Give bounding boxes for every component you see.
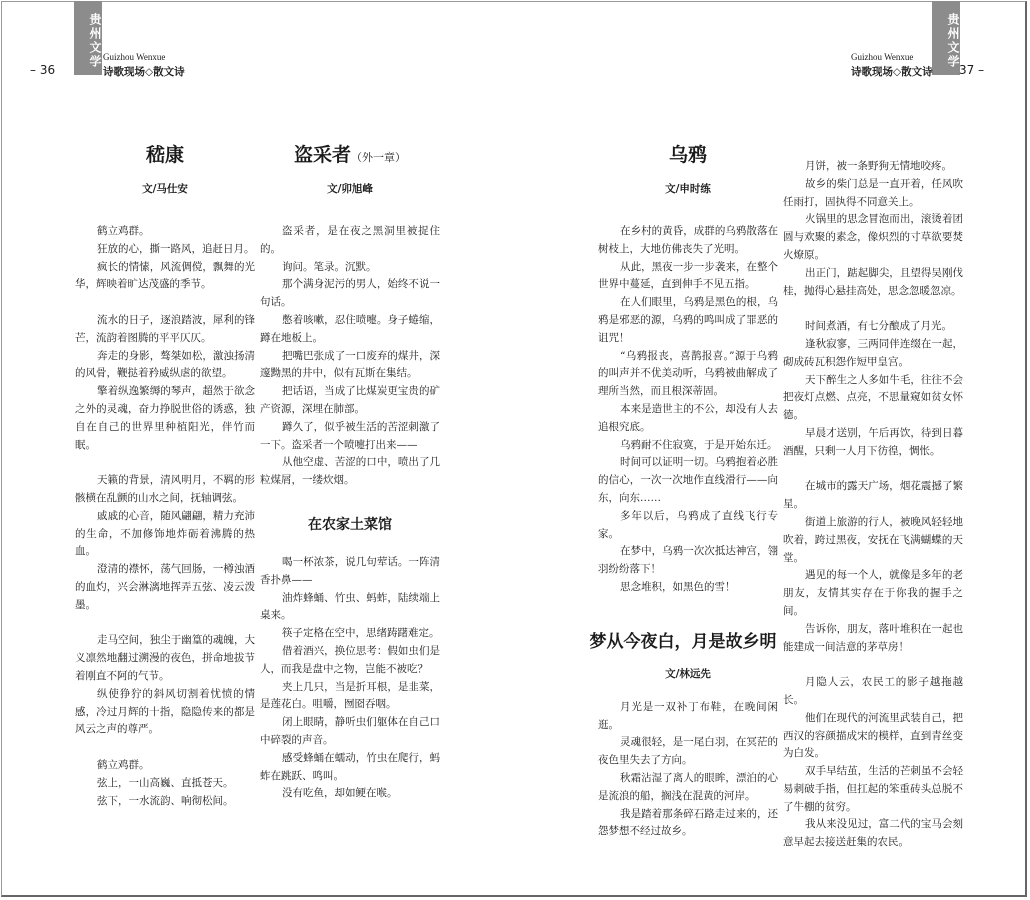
- paragraph: 喝一杯浓茶，说几句荤话。一阵清香扑鼻——: [260, 555, 440, 586]
- stanza-break: [75, 615, 255, 633]
- paragraph: 从他空虚、苦涩的口中，喷出了几粒煤屑，一缕炊烟。: [260, 456, 440, 487]
- paragraph: 鹤立鸡群。: [97, 758, 150, 771]
- right-page: [515, 2, 1028, 895]
- paragraph: 在梦中，乌鸦一次次抵达神宫，翎羽纷纷落下！: [598, 545, 778, 576]
- paragraph: “乌鸦报丧，喜鹊报喜。”源于乌鸦的叫声并不优美动听，乌鸦被曲解成了理所当然，而且根深蒂固。: [598, 349, 778, 398]
- paragraph: 告诉你，朋友，落叶堆积在一起也能建成一间洁意的茅草房！: [783, 622, 963, 653]
- poem-title: 乌鸦: [668, 144, 707, 166]
- paragraph: 月隐人云，农民工的影子越拖越长。: [783, 676, 963, 706]
- column-poem-daocaizhe: [260, 140, 440, 803]
- paragraph: 纵使狰狞的斜风切割着忧愤的情感，冷过月辉的十指，隐隐传来的都是风云之声的尊严。: [75, 687, 255, 736]
- paragraph: 从此，黑夜一步一步袭来，在整个世界中蔓延，直到伸手不见五指。: [598, 260, 778, 291]
- paragraph: 弦上，一山高巍、直抵苍天。: [97, 776, 234, 789]
- paragraph: 灵魂很轻，是一尾白羽，在冥茫的夜色里失去了方向。: [598, 736, 778, 767]
- paragraph: 在人们眼里，乌鸦是黑色的根，乌鸦是邪恶的源，乌鸦的鸣叫成了罪恶的诅咒！: [598, 296, 778, 344]
- poem-author: 文/申时练: [665, 183, 711, 195]
- paragraph: 天下醉生之人多如牛毛，往往不会把夜灯点燃、点亮，不思量窥如贫女怀德。: [783, 373, 963, 422]
- stanza-break: [75, 739, 255, 757]
- paragraph: 天籁的背景，清风明月，不羁的形骸横在乱颤的山水之间，抚轴调弦。: [75, 474, 255, 504]
- paragraph: 月光是一双补丁布鞋，在晚间闲逛。: [598, 700, 778, 731]
- paragraph: 故乡的柴门总是一直开着，任风吹任雨打，固执得不同意关上。: [783, 177, 963, 208]
- paragraph: 流水的日子，逐浪踏波，犀利的锋芒，流韵着图腾的平平仄仄。: [75, 313, 255, 344]
- poem-title-note: （外一章）: [351, 151, 406, 164]
- poem-body: [598, 223, 778, 597]
- paragraph: 思念堆积，如黑色的雪！: [620, 580, 736, 593]
- paragraph: 火锅里的思念冒泡而出，滚烫着团圆与欢聚的素念，像炽烈的寸草欲要焚火燎原。: [783, 213, 963, 261]
- paragraph: 盗采者，是在夜之黑洞里被捉住的。: [260, 225, 440, 255]
- journal-tab: 贵州文学: [74, 1, 102, 75]
- paragraph: 我是踏着那条碎石路走过来的，还怨梦想不经过故乡。: [598, 807, 778, 838]
- paragraph: 借着酒兴，换位思考：假如虫们是人，而我是盘中之物，岂能不被吃？: [260, 644, 440, 675]
- paragraph: 逢秋寂寥，三两同伴连缀在一起，砌成砖瓦积怨作短甲皇宫。: [783, 337, 963, 368]
- poem-title: [260, 140, 440, 167]
- section-label: 诗歌现场◇散文诗: [103, 66, 185, 78]
- paragraph: 没有吃鱼，却如鲠在喉。: [282, 787, 398, 800]
- publication-name: Guizhou Wenxue: [103, 52, 166, 62]
- paragraph: 疯长的情愫，风流倜傥，飘舞的光华，辉映着旷达茂盛的季节。: [75, 260, 255, 291]
- column-poem-jikang: [75, 140, 255, 810]
- paragraph: 多年以后，乌鸦成了直线飞行专家。: [598, 509, 778, 540]
- paragraph: 本来是造世主的不公，却没有人去追根究底。: [598, 402, 778, 433]
- left-page: [2, 2, 515, 895]
- page-number: 37 –: [959, 63, 985, 77]
- poem-body-continued: [783, 158, 963, 852]
- paragraph: 戚戚的心音，随风翩翩，精力充沛的生命，不加修饰地炸砺着沸腾的热血。: [75, 509, 255, 558]
- poem-body: [260, 223, 440, 490]
- paragraph: 走马空间，独尘于幽篁的魂魄，大义凛然地翻过溯漫的夜色，拼命地拔节着刚直不阿的气节。: [75, 634, 255, 682]
- paragraph: 秋霜沾湿了离人的眼眸，漂泊的心是流浪的船，搁浅在混黄的河岸。: [598, 771, 778, 802]
- paragraph: 他们在现代的河流里武装自己，把西汉的容颜描成宋的模样，直到青丝变为白发。: [783, 711, 963, 760]
- paragraph: 月饼，被一条野狗无情地咬疼。: [805, 160, 953, 172]
- paragraph: 询问。笔录。沉默。: [282, 260, 377, 273]
- stanza-break: [783, 461, 963, 479]
- paragraph: 感受蜂蛹在蠕动，竹虫在爬行，蚂蚱在跳跃、鸣叫。: [260, 751, 440, 782]
- paragraph: 早晨才送别，午后再饮，待到日暮酒醒，只剩一人月下彷徨，惆怅。: [783, 426, 963, 457]
- paragraph: 狂放的心，撕一路风，追赶日月。: [97, 242, 255, 255]
- poem-body: [260, 554, 440, 803]
- poem-author: 文/卯旭峰: [327, 183, 373, 195]
- poem-title: 梦从今夜白，月是故乡明: [589, 631, 777, 652]
- paragraph: 把嘴巴张成了一口废弃的煤井，深邃黝黑的井中，似有瓦斯在集结。: [260, 349, 440, 380]
- magazine-spread: [1, 1, 1027, 897]
- stanza-break: [783, 300, 963, 318]
- paragraph: 街道上旅游的行人，被晚风轻轻地吹着，跨过黑夜，安抚在飞满蝴蝶的天堂。: [783, 515, 963, 564]
- poem-author: 文/林远先: [665, 667, 711, 680]
- poem-author: 文/马仕安: [142, 183, 188, 195]
- paragraph: 蹲久了，似乎被生活的苦涩刺激了一下。盗采者一个喷嚏打出来——: [260, 420, 440, 451]
- stanza-break: [75, 294, 255, 312]
- section-label: 诗歌现场◇散文诗: [851, 66, 933, 78]
- paragraph: 油炸蜂蛹、竹虫、蚂蚱，陆续端上桌来。: [260, 591, 440, 622]
- paragraph: 奔走的身影，骜桀如松，激浊扬清的风骨，鞭挞着矜威纵虐的欲望。: [75, 349, 255, 380]
- paragraph: 时间可以证明一切。乌鸦抱着必胜的信心，一次一次地作直线滑行——向东，向东……: [598, 456, 778, 504]
- paragraph: 夹上几只，当是折耳根，是韭菜，是莲花白。咀嚼，囫囵吞咽。: [260, 680, 440, 711]
- paragraph: 澄清的襟怀，荡气回肠，一樽浊酒的血灼，兴会淋漓地挥弄五弦、凌云泼墨。: [75, 563, 255, 611]
- publication-name: Guizhou Wenxue: [851, 52, 914, 62]
- paragraph: 在乡村的黄昏，成群的乌鸦散落在树枝上，大地仿佛丧失了光明。: [598, 225, 778, 255]
- paragraph: 憋着咳嗽，忍住喷嚏。身子蜷缩，蹲在地板上。: [260, 313, 440, 344]
- paragraph: 出正门，踮起脚尖，且望得吴刚伐桂，抛得心悬挂高处，思念忽暖忽凉。: [783, 266, 963, 297]
- column-poem-continued: [783, 158, 963, 852]
- poem-body: [75, 223, 255, 810]
- poem-title: 嵇康: [145, 144, 184, 166]
- poem-title: 在农家土菜馆: [308, 516, 392, 533]
- paragraph: 那个满身泥污的男人，始终不说一句话。: [260, 278, 440, 309]
- stanza-break: [783, 656, 963, 674]
- page-number: – 36: [30, 63, 56, 77]
- paragraph: 遇见的每一个人，就像是多年的老朋友，友情其实存在于你我的握手之间。: [783, 569, 963, 617]
- stanza-break: [75, 454, 255, 472]
- journal-tab: 贵州文学: [932, 1, 960, 75]
- paragraph: 我从来没见过，富二代的宝马会刻意早起去接送赶集的农民。: [783, 818, 963, 849]
- poem-body: [598, 699, 778, 841]
- poem-title-text: 盗采者: [293, 144, 351, 166]
- paragraph: 时间煮酒，有七分酿成了月光。: [805, 320, 953, 333]
- paragraph: 筷子定格在空中，思绪踌躇难定。: [282, 627, 440, 640]
- paragraph: 弦下，一水流韵、响彻松间。: [97, 794, 234, 807]
- column-poem-wuya: [589, 140, 778, 841]
- paragraph: 双手早结茧，生活的芒刺虽不会轻易刺破手指，但扛起的笨重砖头总脱不了牛棚的贫穷。: [783, 765, 963, 813]
- paragraph: 在城市的露天广场，烟花震撼了繁星。: [783, 480, 963, 511]
- paragraph: 闭上眼睛，静听虫们躯体在自己口中碎裂的声音。: [260, 716, 440, 746]
- paragraph: 擎着纵逸繁缛的琴声，超然于欲念之外的灵魂，奋力挣脱世俗的诱惑，独自在自己的世界里种植阳光，伴竹而眠。: [75, 385, 255, 451]
- paragraph: 把话语，当成了比煤炭更宝贵的矿产资源，深埋在肺部。: [260, 385, 440, 415]
- paragraph: 乌鸦耐不住寂寞，于是开始东迁。: [620, 438, 778, 451]
- paragraph: 鹤立鸡群。: [97, 225, 150, 237]
